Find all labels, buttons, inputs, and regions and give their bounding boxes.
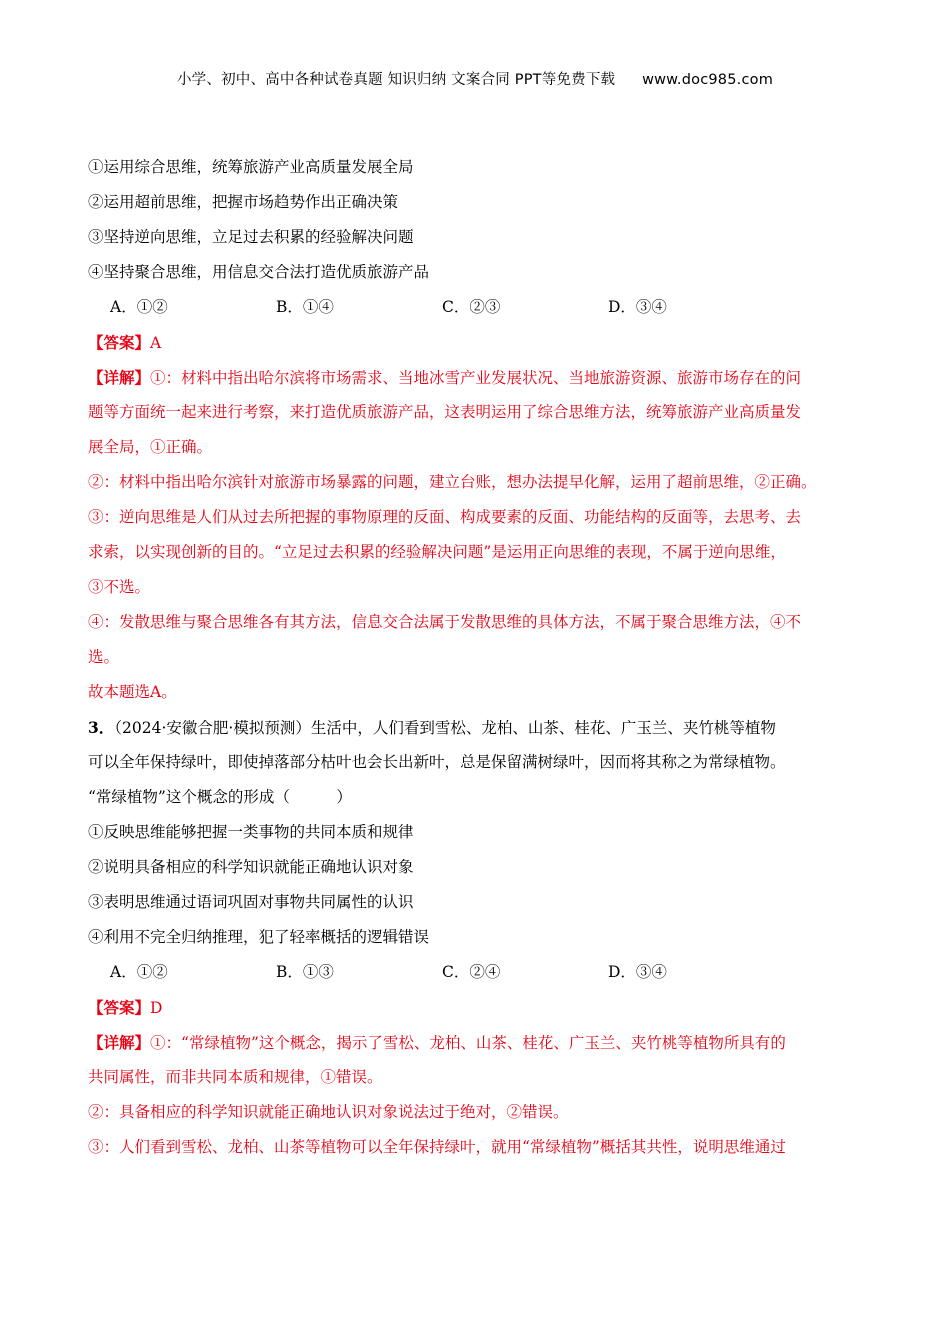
q2-option-b: B．①④ — [276, 298, 334, 316]
q2-detail-line-8: ④：发散思维与聚合思维各有其方法，信息交合法属于发散思维的具体方法，不属于聚合思维方法，④不 — [88, 613, 802, 631]
q3-stem-line-2: 可以全年保持绿叶，即使掉落部分枯叶也会长出新叶，总是保留满树绿叶，因而将其称之为常绿植物。 — [88, 753, 786, 771]
q3-detail-line-1 — [88, 1025, 868, 1060]
answer-value: D — [150, 999, 163, 1017]
q3-stem-text: 生活中，人们看到雪松、龙柏、山茶、桂花、广玉兰、夹竹桃等植物 — [310, 719, 776, 737]
q2-option-c: C．②③ — [442, 298, 501, 316]
q2-detail-line-9: 选。 — [88, 648, 120, 666]
q3-detail-line-3: ②：具备相应的科学知识就能正确地认识对象说法过于绝对，②错误。 — [88, 1103, 569, 1121]
q2-detail-line-7: ③不选。 — [88, 578, 151, 596]
q2-statement-1: ①运用综合思维，统筹旅游产业高质量发展全局 — [88, 158, 414, 176]
q3-option-b: B．①③ — [276, 963, 334, 981]
answer-tag: 【答案】 — [88, 998, 151, 1017]
q3-statement-3: ③表明思维通过语词巩固对事物共同属性的认识 — [88, 893, 414, 911]
q2-detail-line-6: 求索，以实现创新的目的。“立足过去积累的经验解决问题”是运用正向思维的表现，不属于逆向思维， — [88, 543, 786, 561]
q3-option-a: A．①② — [110, 963, 168, 981]
q3-stem-line-1 — [88, 710, 868, 745]
q2-statement-2: ②运用超前思维，把握市场趋势作出正确决策 — [88, 193, 399, 211]
q2-detail-line-4: ②：材料中指出哈尔滨针对旅游市场暴露的问题，建立台账，想办法提早化解，运用了超前思维，②正确。 — [88, 473, 817, 491]
q3-number: 3． — [88, 718, 115, 737]
q2-detail-line-5: ③：逆向思维是人们从过去所把握的事物原理的反面、构成要素的反面、功能结构的反面等，去思考、去 — [88, 508, 802, 526]
q3-source: （2024·安徽合肥·模拟预测） — [114, 719, 311, 737]
answer-value: A — [150, 334, 162, 352]
q2-conclusion: 故本题选A。 — [88, 683, 177, 701]
q3-option-c: C．②④ — [442, 963, 501, 981]
q3-option-d: D．③④ — [608, 963, 667, 981]
q3-detail-line-2: 共同属性，而非共同本质和规律，①错误。 — [88, 1068, 383, 1086]
q3-options — [88, 955, 868, 990]
header-url[interactable]: www.doc985.com — [642, 72, 774, 88]
q2-option-a: A．①② — [110, 298, 168, 316]
detail-text: ①：“常绿植物”这个概念，揭示了雪松、龙柏、山茶、桂花、广玉兰、夹竹桃等植物所具有的 — [150, 1034, 786, 1052]
detail-tag: 【详解】 — [88, 368, 151, 387]
answer-tag: 【答案】 — [88, 333, 151, 352]
q3-statement-1: ①反映思维能够把握一类事物的共同本质和规律 — [88, 823, 414, 841]
q2-statement-4: ④坚持聚合思维，用信息交合法打造优质旅游产品 — [88, 263, 430, 281]
q3-stem-line-3: “常绿植物”这个概念的形成（ ） — [88, 788, 352, 806]
q3-statement-2: ②说明具备相应的科学知识就能正确地认识对象 — [88, 858, 414, 876]
page-header — [0, 68, 950, 89]
q2-answer — [88, 325, 868, 360]
q3-detail-line-4: ③：人们看到雪松、龙柏、山茶等植物可以全年保持绿叶，就用“常绿植物”概括其共性，说明思维通过 — [88, 1138, 786, 1156]
q2-options — [88, 290, 868, 325]
q2-detail-line-2: 题等方面统一起来进行考察，来打造优质旅游产品，这表明运用了综合思维方法，统筹旅游产业高质量发 — [88, 403, 802, 421]
document-body — [88, 150, 868, 1165]
q3-statement-4: ④利用不完全归纳推理，犯了轻率概括的逻辑错误 — [88, 928, 430, 946]
detail-text: ①：材料中指出哈尔滨将市场需求、当地冰雪产业发展状况、当地旅游资源、旅游市场存在的问 — [150, 369, 802, 387]
q2-option-d: D．③④ — [608, 298, 667, 316]
q2-statement-3: ③坚持逆向思维，立足过去积累的经验解决问题 — [88, 228, 414, 246]
detail-tag: 【详解】 — [88, 1033, 151, 1052]
q3-answer — [88, 990, 868, 1025]
q2-detail-line-1 — [88, 360, 868, 395]
q2-detail-line-3: 展全局，①正确。 — [88, 438, 213, 456]
header-text: 小学、初中、高中各种试卷真题 知识归纳 文案合同 PPT等免费下载 — [176, 72, 616, 88]
